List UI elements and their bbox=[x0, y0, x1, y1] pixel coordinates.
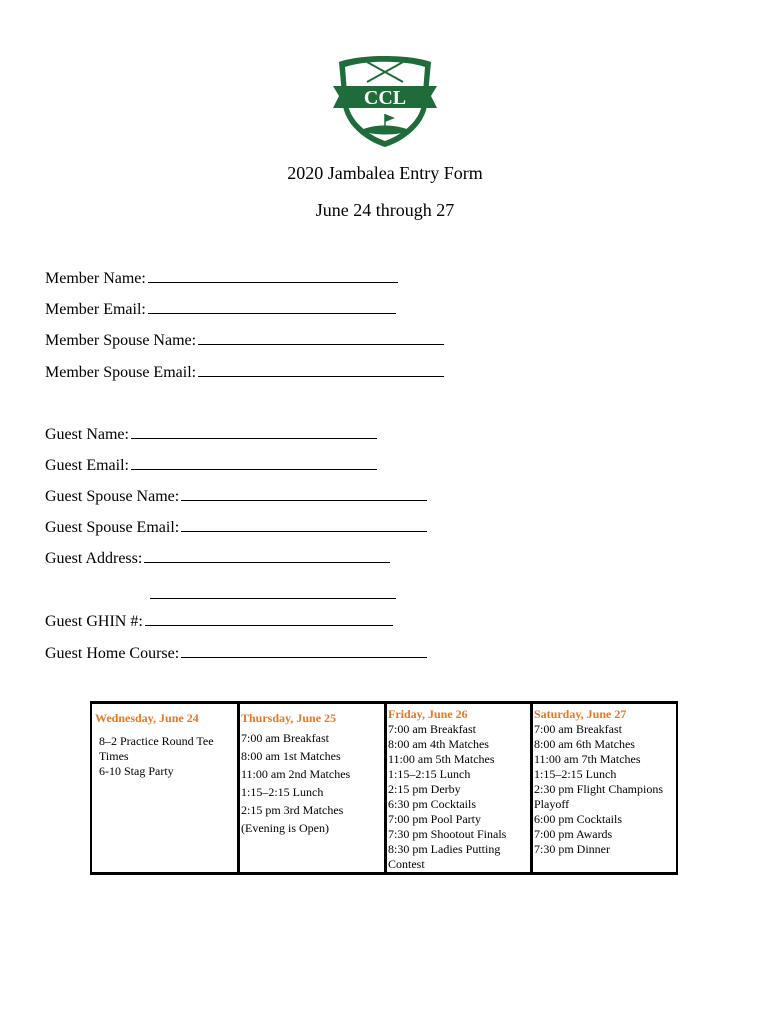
schedule-item: 8:00 am 1st Matches bbox=[241, 749, 341, 763]
guest-address-label: Guest Address: bbox=[45, 550, 143, 567]
schedule-table bbox=[90, 701, 678, 875]
schedule-item: 8:00 am 4th Matches bbox=[388, 737, 489, 751]
member-email-line[interactable] bbox=[148, 299, 396, 314]
schedule-item: 11:00 am 2nd Matches bbox=[241, 767, 351, 781]
column-divider bbox=[530, 704, 533, 872]
schedule-item: 8:00 am 6th Matches bbox=[534, 737, 635, 751]
guest-spouse-name-field[interactable] bbox=[45, 486, 427, 507]
member-email-field[interactable] bbox=[45, 299, 396, 320]
member-spouse-name-label: Member Spouse Name: bbox=[45, 332, 197, 349]
page-subtitle: June 24 through 27 bbox=[315, 200, 455, 220]
schedule-item: 8–2 Practice Round Tee Times bbox=[99, 734, 214, 763]
schedule-item: 7:00 pm Pool Party bbox=[388, 812, 482, 826]
member-spouse-name-field[interactable] bbox=[45, 330, 444, 351]
schedule-item: 7:30 pm Shootout Finals bbox=[388, 827, 507, 841]
day-heading: Friday, June 26 bbox=[388, 707, 468, 721]
guest-ghin-line[interactable] bbox=[145, 611, 393, 626]
schedule-item: 1:15–2:15 Lunch bbox=[241, 785, 324, 799]
logo-text: CCL bbox=[363, 87, 407, 109]
guest-address-field[interactable] bbox=[45, 548, 390, 569]
guest-spouse-email-line[interactable] bbox=[181, 517, 427, 532]
ccl-logo bbox=[331, 48, 439, 148]
schedule-col-saturday bbox=[534, 704, 676, 872]
guest-name-line[interactable] bbox=[131, 424, 377, 439]
schedule-col-friday bbox=[388, 704, 530, 872]
schedule-item: 1:15–2:15 Lunch bbox=[388, 767, 471, 781]
member-email-label: Member Email: bbox=[45, 301, 146, 318]
schedule-item: 2:15 pm 3rd Matches bbox=[241, 803, 344, 817]
column-divider bbox=[384, 704, 387, 872]
schedule-item: 8:30 pm Ladies Putting Contest bbox=[388, 842, 501, 871]
guest-home-course-line[interactable] bbox=[181, 643, 427, 658]
schedule-item: 1:15–2:15 Lunch bbox=[534, 767, 617, 781]
schedule-item: 6-10 Stag Party bbox=[99, 764, 174, 778]
guest-address-line[interactable] bbox=[144, 548, 390, 563]
schedule-item: 2:30 pm Flight Champions Playoff bbox=[534, 782, 664, 811]
schedule-item: 11:00 am 5th Matches bbox=[388, 752, 495, 766]
schedule-col-wednesday bbox=[95, 704, 237, 872]
guest-name-label: Guest Name: bbox=[45, 426, 129, 443]
guest-home-course-label: Guest Home Course: bbox=[45, 645, 180, 662]
member-spouse-name-line[interactable] bbox=[198, 330, 444, 345]
schedule-item: 7:00 am Breakfast bbox=[534, 722, 622, 736]
schedule-item: 7:30 pm Dinner bbox=[534, 842, 610, 856]
schedule-item: 6:00 pm Cocktails bbox=[534, 812, 622, 826]
day-heading: Wednesday, June 24 bbox=[95, 711, 199, 725]
schedule-item: 11:00 am 7th Matches bbox=[534, 752, 641, 766]
schedule-item: (Evening is Open) bbox=[241, 821, 329, 835]
day-heading: Thursday, June 25 bbox=[241, 711, 337, 725]
schedule-item: 7:00 am Breakfast bbox=[388, 722, 476, 736]
member-spouse-email-line[interactable] bbox=[198, 362, 444, 377]
member-spouse-email-label: Member Spouse Email: bbox=[45, 364, 197, 381]
column-divider bbox=[237, 704, 240, 872]
page-title: 2020 Jambalea Entry Form bbox=[287, 163, 483, 183]
schedule-item: 7:00 am Breakfast bbox=[241, 731, 329, 745]
schedule-item: 6:30 pm Cocktails bbox=[388, 797, 476, 811]
guest-address-line-2[interactable] bbox=[150, 597, 396, 599]
guest-spouse-name-label: Guest Spouse Name: bbox=[45, 488, 180, 505]
guest-email-label: Guest Email: bbox=[45, 457, 129, 474]
guest-name-field[interactable] bbox=[45, 424, 377, 445]
guest-home-course-field[interactable] bbox=[45, 643, 427, 664]
schedule-col-thursday bbox=[241, 704, 384, 872]
guest-email-field[interactable] bbox=[45, 455, 377, 476]
schedule-item: 7:00 pm Awards bbox=[534, 827, 613, 841]
guest-ghin-label: Guest GHIN #: bbox=[45, 613, 143, 630]
member-name-line[interactable] bbox=[148, 268, 398, 283]
guest-email-line[interactable] bbox=[131, 455, 377, 470]
member-spouse-email-field[interactable] bbox=[45, 362, 444, 383]
guest-spouse-email-field[interactable] bbox=[45, 517, 427, 538]
day-heading: Saturday, June 27 bbox=[534, 707, 627, 721]
member-name-label: Member Name: bbox=[45, 270, 146, 287]
guest-ghin-field[interactable] bbox=[45, 611, 393, 632]
schedule-item: 2:15 pm Derby bbox=[388, 782, 461, 796]
member-name-field[interactable] bbox=[45, 268, 398, 289]
guest-spouse-name-line[interactable] bbox=[181, 486, 427, 501]
guest-spouse-email-label: Guest Spouse Email: bbox=[45, 519, 180, 536]
